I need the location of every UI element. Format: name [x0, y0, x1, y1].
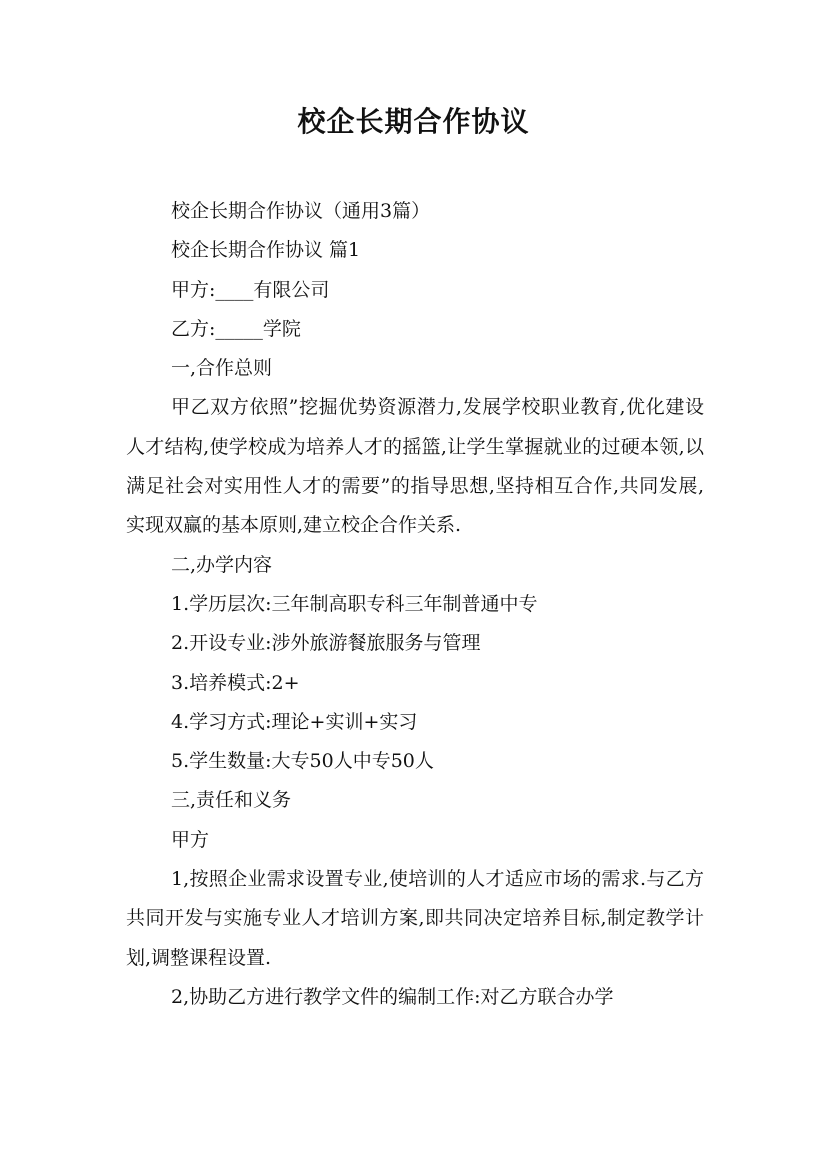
list-item-education-level: 1.学历层次:三年制高职专科三年制普通中专: [171, 592, 538, 615]
paragraph-duty-1: 1,按照企业需求设置专业,使培训的人才适应市场的需求.与乙方共同开发与实施专业人才培训方案,即共同决定培养目标,制定教学计划,调整课程设置.: [126, 868, 704, 969]
document-body: [126, 192, 704, 1017]
list-item-major: 2.开设专业:涉外旅游餐旅服务与管理: [171, 632, 481, 655]
heading-responsibilities: 三,责任和义务: [171, 789, 292, 812]
heading-general-principles: 一,合作总则: [171, 357, 273, 380]
paragraph-section-heading: 校企长期合作协议 篇1: [171, 239, 361, 262]
heading-content: 二,办学内容: [171, 553, 273, 576]
paragraph-party-a: 甲方:____有限公司: [171, 278, 330, 301]
list-item-training-mode: 3.培养模式:2+: [171, 671, 300, 694]
list-item-student-count: 5.学生数量:大专50人中专50人: [171, 750, 434, 773]
list-item-study-method: 4.学习方式:理论+实训+实习: [171, 710, 418, 733]
paragraph-subtitle: 校企长期合作协议（通用3篇）: [171, 200, 431, 222]
paragraph-duty-2: 2,协助乙方进行教学文件的编制工作:对乙方联合办学: [171, 985, 614, 1008]
document-title: 校企长期合作协议: [297, 105, 530, 138]
paragraph-general-principles: 甲乙双方依照”挖掘优势资源潜力,发展学校职业教育,优化建设人才结构,使学校成为培养人才的摇篮,让学生掌握就业的过硬本领,以满足社会对实用性人才的需要”的指导思想,坚持相互合作,共同发展,实现双赢的基本原则,建立校企合作关系.: [126, 396, 704, 537]
paragraph-party-b: 乙方:_____学院: [171, 317, 301, 340]
heading-party-a-duties: 甲方: [171, 828, 210, 851]
